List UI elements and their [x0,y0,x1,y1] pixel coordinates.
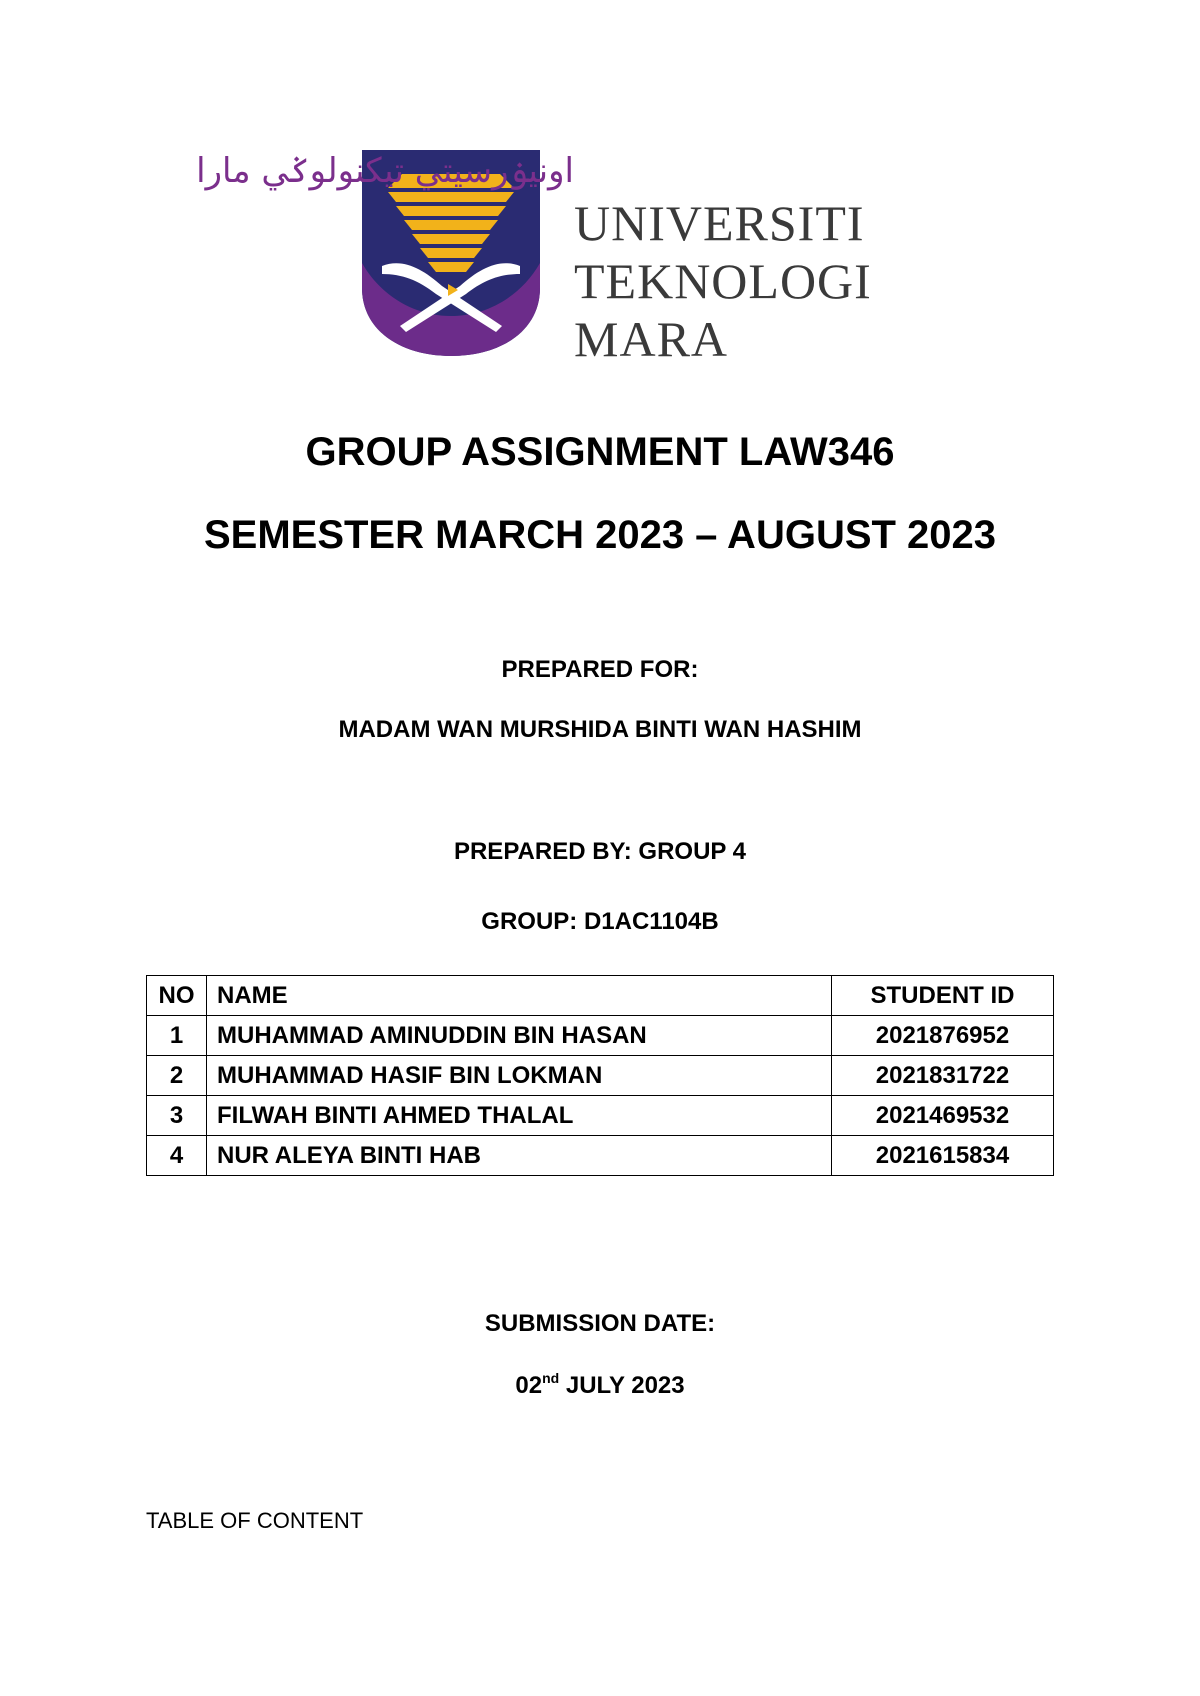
header-no: NO [147,976,207,1016]
row-name: NUR ALEYA BINTI HAB [207,1136,832,1176]
table-row [147,1016,1054,1056]
row-student-id: 2021876952 [832,1016,1054,1056]
logo-line-1: UNIVERSITI [574,195,865,251]
members-table [146,975,1054,1176]
submission-day: 02 [515,1372,543,1399]
row-name: MUHAMMAD HASIF BIN LOKMAN [207,1056,832,1096]
table-row [147,1136,1054,1176]
uitm-logo-graphic [196,148,902,367]
logo-line-3: MARA [574,311,729,367]
row-name: MUHAMMAD AMINUDDIN BIN HASAN [207,1016,832,1056]
submission-date [0,1370,1200,1400]
table-of-content-heading: TABLE OF CONTENT [146,1508,364,1533]
group-code: GROUP: D1AC1104B [481,908,719,935]
row-no: 3 [147,1096,207,1136]
submission-day-suffix: nd [542,1370,560,1386]
logo-line-2: TEKNOLOGI [574,253,872,309]
prepared-by: PREPARED BY: GROUP 4 [453,838,747,865]
lecturer-name: MADAM WAN MURSHIDA BINTI WAN HASHIM [338,716,862,743]
table-header-row [147,976,1054,1016]
row-no: 1 [147,1016,207,1056]
semester-title: SEMESTER MARCH 2023 – AUGUST 2023 [203,513,997,557]
row-no: 4 [147,1136,207,1176]
assignment-title: GROUP ASSIGNMENT LAW346 [305,430,895,474]
submission-month-year: JULY 2023 [565,1372,685,1399]
row-name: FILWAH BINTI AHMED THALAL [207,1096,832,1136]
row-no: 2 [147,1056,207,1096]
submission-date-label: SUBMISSION DATE: [484,1310,716,1337]
header-name: NAME [207,976,832,1016]
table-row [147,1096,1054,1136]
row-student-id: 2021469532 [832,1096,1054,1136]
prepared-for-label: PREPARED FOR: [501,656,699,683]
row-student-id: 2021615834 [832,1136,1054,1176]
row-student-id: 2021831722 [832,1056,1054,1096]
uitm-logo [196,148,902,367]
logo-jawi-text: اونيۏرسيتي تيكنولوݢي مارا [196,151,574,191]
table-row [147,1056,1054,1096]
header-student-id: STUDENT ID [832,976,1054,1016]
